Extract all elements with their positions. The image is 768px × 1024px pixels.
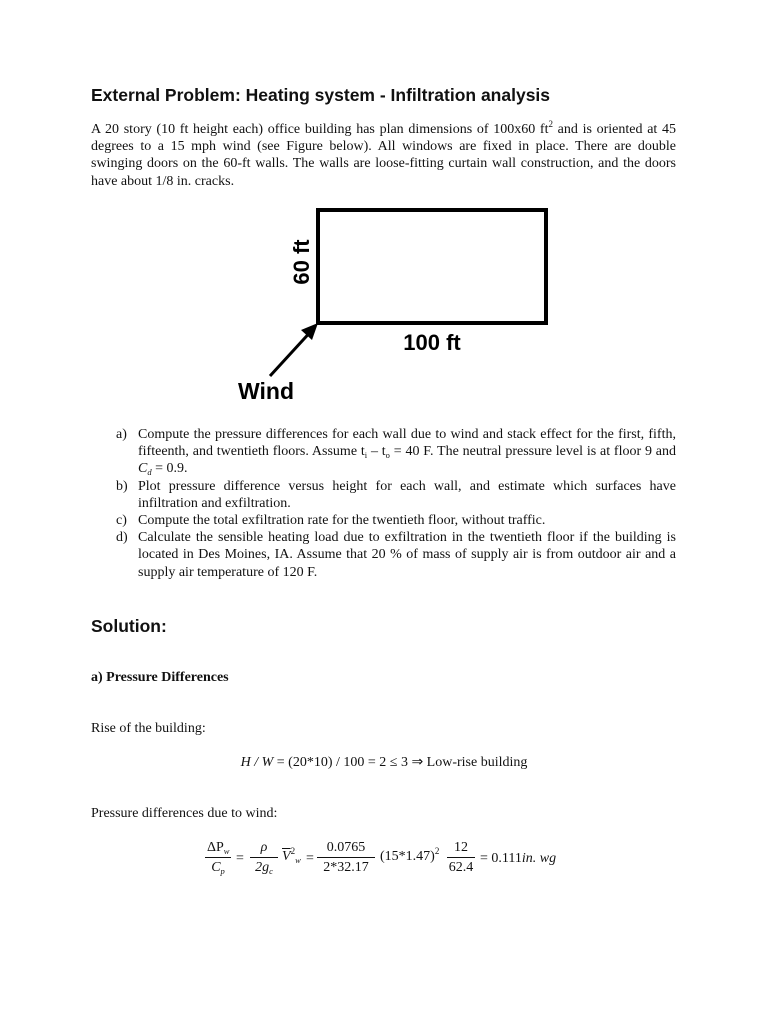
- fraction-denominator: 2*32.17: [323, 860, 369, 875]
- question-text: = 40 F. The neutral pressure level is at floor 9 and: [389, 444, 676, 460]
- question-list: [91, 426, 676, 581]
- question-item: [91, 426, 676, 478]
- density-fraction: [250, 840, 278, 876]
- intro-text: A 20 story (10 ft height each) office building has plan dimensions of 100x60 ft: [91, 122, 549, 137]
- rise-equation: [0, 754, 768, 771]
- equals-sign: =: [306, 851, 314, 866]
- discharge-coefficient-subscript: d: [147, 467, 152, 478]
- cp-subscript: p: [220, 866, 225, 876]
- velocity-symbol: $\overline{V}$: [282, 849, 291, 864]
- gravity-symbol: 2g: [255, 860, 270, 875]
- subscript-i: i: [364, 450, 368, 461]
- equals-sign: =: [236, 851, 244, 866]
- rise-label: Rise of the building:: [91, 721, 206, 736]
- question-marker: d): [116, 530, 128, 546]
- discharge-coefficient-symbol: C: [138, 461, 148, 477]
- solution-heading: Solution:: [91, 616, 167, 636]
- velocity-squared-term: [380, 846, 440, 865]
- delta-p-subscript: w: [223, 846, 230, 856]
- question-text: .: [184, 461, 188, 477]
- velocity-exponent: 2: [290, 846, 296, 856]
- velocity-term: [282, 846, 301, 865]
- velocity-value: (15*1.47): [380, 849, 435, 864]
- unit-conversion-fraction: [447, 840, 475, 876]
- question-marker: c): [116, 513, 127, 529]
- question-item: [91, 512, 676, 529]
- delta-p-symbol: ΔP: [207, 840, 224, 855]
- fraction-denominator: 62.4: [448, 860, 474, 875]
- question-text: Compute the total exfiltration rate for the twentieth floor, without traffic.: [138, 513, 546, 529]
- wind-pressure-label: Pressure differences due to wind:: [91, 806, 278, 821]
- equation-result: [480, 851, 556, 867]
- wind-arrow-head: [301, 323, 318, 340]
- velocity-value-exponent: 2: [434, 846, 440, 856]
- rho-symbol: ρ: [250, 840, 278, 858]
- question-text: Calculate the sensible heating load due to exfiltration in the twentieth floor if the building is located in Des Moines, IA. Assume that 20 % of mass of supply air is from outdoor air and a supply air temperature of 120 F.: [138, 530, 676, 580]
- fraction-numerator: 0.0765: [317, 840, 375, 858]
- subscript-o: o: [385, 450, 390, 461]
- depth-label: 60 ft: [288, 239, 314, 285]
- wind-arrow-shaft: [270, 328, 314, 376]
- gravity-subscript: c: [269, 866, 273, 876]
- question-marker: a): [116, 427, 127, 442]
- problem-intro: [91, 121, 676, 190]
- pressure-ratio-fraction: [205, 840, 231, 876]
- question-text: Compute the pressure differences for each wall due to wind and stack effect for the first, fifth, fifteenth, and twentieth floors. Assume t: [138, 427, 676, 460]
- fraction-numerator: 12: [447, 840, 475, 858]
- subsection-heading: a) Pressure Differences: [91, 670, 229, 685]
- air-density-fraction: [317, 840, 375, 876]
- width-label: 100 ft: [403, 330, 461, 355]
- intro-superscript: 2: [548, 119, 553, 129]
- question-item: [91, 478, 676, 512]
- result-unit: in. wg: [521, 851, 557, 866]
- wind-label: Wind: [238, 378, 294, 404]
- building-outline: [318, 210, 546, 323]
- velocity-subscript: w: [295, 855, 301, 865]
- cp-symbol: C: [211, 860, 221, 875]
- ratio-symbol: H / W: [240, 755, 274, 770]
- problem-heading: External Problem: Heating system - Infiltration analysis: [91, 85, 551, 105]
- rise-equation-body: = (20*10) / 100 = 2 ≤ 3 ⇒ Low-rise building: [273, 755, 528, 770]
- intro-text-continued: and is oriented at 45 degrees to a 15 mph wind (see Figure below). All windows are fixed in place. There are double swinging doors on the 60-ft walls. The walls are loose-fitting curtain wall construction, and the doors have about 1/8 in. cracks.: [91, 122, 676, 189]
- question-item: [91, 529, 676, 581]
- question-marker: b): [116, 478, 128, 494]
- discharge-coefficient-value: = 0.9: [151, 461, 184, 477]
- result-value: = 0.111: [480, 851, 522, 866]
- question-text: – t: [367, 444, 386, 460]
- building-plan-figure: [0, 0, 768, 420]
- question-text: Plot pressure difference versus height for each wall, and estimate which surfaces have infiltration and exfiltration.: [138, 478, 676, 511]
